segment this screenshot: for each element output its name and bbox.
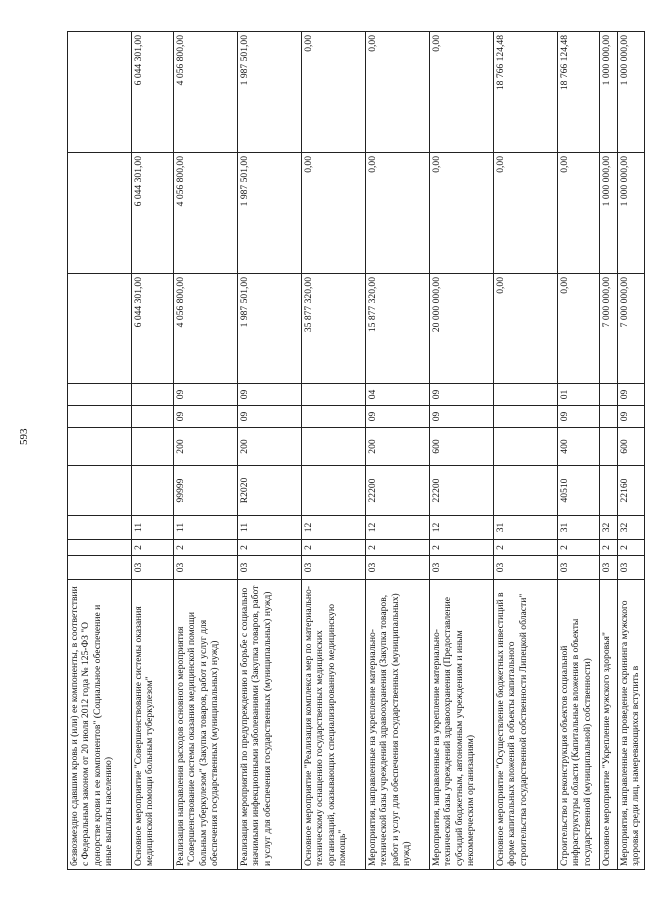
amount-year-1-cell: 7 000 000,00 [618, 274, 645, 384]
direction-code-cell: 22200 [430, 466, 494, 516]
amount-year-3-cell: 0,00 [366, 32, 430, 153]
table-row [238, 32, 302, 870]
section-cell: 09 [618, 406, 645, 428]
section-cell [132, 406, 174, 428]
direction-code-cell: 22160 [618, 466, 645, 516]
amount-year-1-cell: 1 987 501,00 [238, 274, 302, 384]
main-event-code-cell: 12 [366, 516, 430, 540]
row-name-cell: Основное мероприятие "Осуществление бюджетных инвестиций в форме капитальных вложений в объекты капитального строительства государственной собственности Липецкой области" [494, 580, 558, 870]
budget-table-container [67, 32, 642, 870]
program-code-cell: 03 [494, 556, 558, 580]
main-event-code-cell: 12 [430, 516, 494, 540]
subsection-cell: 04 [366, 384, 430, 406]
amount-year-3-cell: 1 987 501,00 [238, 32, 302, 153]
main-event-code-cell: 12 [302, 516, 366, 540]
subsection-cell [600, 384, 618, 406]
amount-year-2-cell: 1 987 501,00 [238, 153, 302, 274]
program-code-cell: 03 [174, 556, 238, 580]
expense-type-cell [302, 428, 366, 466]
row-name-cell: Основное мероприятие "Совершенствование системы оказания медицинской помощи больным туберкулезом" [132, 580, 174, 870]
direction-code-cell: 99999 [174, 466, 238, 516]
table-row [558, 32, 600, 870]
row-name-cell: Мероприятия, направленные на укрепление материально-технической базы учреждений здравоохранения (Закупка товаров, работ и услуг для обеспечения государственных (муниципальных) нужд) [366, 580, 430, 870]
table-row [494, 32, 558, 870]
direction-code-cell: 40510 [558, 466, 600, 516]
amount-year-3-cell: 0,00 [430, 32, 494, 153]
section-cell: 09 [558, 406, 600, 428]
direction-code-cell [600, 466, 618, 516]
program-code-cell: 03 [238, 556, 302, 580]
amount-year-3-cell [68, 32, 132, 153]
row-name-cell: Основное мероприятие "Укрепление мужского здоровья" [600, 580, 618, 870]
amount-year-3-cell: 6 044 301,00 [132, 32, 174, 153]
section-cell: 09 [366, 406, 430, 428]
subprogram-code-cell: 2 [174, 540, 238, 556]
subsection-cell: 09 [430, 384, 494, 406]
subprogram-code-cell: 2 [302, 540, 366, 556]
amount-year-2-cell [68, 153, 132, 274]
program-code-cell: 03 [600, 556, 618, 580]
amount-year-2-cell: 1 000 000,00 [618, 153, 645, 274]
subprogram-code-cell: 2 [618, 540, 645, 556]
expense-type-cell [600, 428, 618, 466]
amount-year-2-cell: 0,00 [430, 153, 494, 274]
amount-year-1-cell [68, 274, 132, 384]
amount-year-2-cell: 0,00 [366, 153, 430, 274]
subsection-cell [494, 384, 558, 406]
direction-code-cell [302, 466, 366, 516]
section-cell [494, 406, 558, 428]
main-event-code-cell: 32 [600, 516, 618, 540]
subsection-cell: 01 [558, 384, 600, 406]
section-cell: 09 [238, 406, 302, 428]
row-name-cell: Мероприятия, направленные на укрепление материально-технической базы учреждений здравоохранения (Предоставление субсидий бюджетным, автономным учреждениям и иным некоммерческим организациям) [430, 580, 494, 870]
subsection-cell [302, 384, 366, 406]
subsection-cell: 09 [174, 384, 238, 406]
program-code-cell: 03 [302, 556, 366, 580]
amount-year-2-cell: 1 000 000,00 [600, 153, 618, 274]
amount-year-1-cell: 35 877 320,00 [302, 274, 366, 384]
section-cell [68, 406, 132, 428]
subsection-cell [132, 384, 174, 406]
row-name-cell: Мероприятия, направленные на проведение скрининга мужского здоровья среди лиц, намеревающихся вступить в [618, 580, 645, 870]
section-cell [302, 406, 366, 428]
expense-type-cell [494, 428, 558, 466]
expense-type-cell: 600 [430, 428, 494, 466]
main-event-code-cell [68, 516, 132, 540]
row-name-cell: безвозмездно сдавшим кровь и (или) ее компоненты, в соответствии с Федеральным законом от 20 июля 2012 года № 125-ФЗ "О донорстве крови и ее компонентов" (Социальное обеспечение и иные выплаты населению) [68, 580, 132, 870]
row-name-cell: Строительство и реконструкция объектов социальной инфраструктуры области (Капитальные вложения в объекты государственной (муниципальной) собственности) [558, 580, 600, 870]
direction-code-cell [494, 466, 558, 516]
amount-year-1-cell: 0,00 [558, 274, 600, 384]
expense-type-cell: 600 [618, 428, 645, 466]
table-row [68, 32, 132, 870]
program-code-cell: 03 [430, 556, 494, 580]
table-row [174, 32, 238, 870]
subprogram-code-cell: 2 [430, 540, 494, 556]
amount-year-1-cell: 6 044 301,00 [132, 274, 174, 384]
expense-type-cell: 200 [174, 428, 238, 466]
amount-year-1-cell: 7 000 000,00 [600, 274, 618, 384]
subsection-cell: 09 [238, 384, 302, 406]
subprogram-code-cell: 2 [558, 540, 600, 556]
main-event-code-cell: 32 [618, 516, 645, 540]
expense-type-cell: 200 [366, 428, 430, 466]
direction-code-cell [68, 466, 132, 516]
table-row [132, 32, 174, 870]
page-number: 593 [18, 428, 30, 445]
amount-year-3-cell: 4 056 800,00 [174, 32, 238, 153]
amount-year-3-cell: 18 766 124,48 [494, 32, 558, 153]
subprogram-code-cell: 2 [238, 540, 302, 556]
section-cell: 09 [174, 406, 238, 428]
section-cell [600, 406, 618, 428]
subprogram-code-cell: 2 [600, 540, 618, 556]
amount-year-3-cell: 1 000 000,00 [600, 32, 618, 153]
program-code-cell: 03 [366, 556, 430, 580]
table-row [302, 32, 366, 870]
table-row [366, 32, 430, 870]
subprogram-code-cell: 2 [494, 540, 558, 556]
amount-year-2-cell: 4 056 800,00 [174, 153, 238, 274]
amount-year-2-cell: 0,00 [302, 153, 366, 274]
row-name-cell: Реализация направления расходов основного мероприятия "Совершенствование системы оказания медицинской помощи больным туберкулезом" (Закупка товаров, работ и услуг для обеспечения государственных (муниципальных) нужд) [174, 580, 238, 870]
row-name-cell: Реализация мероприятий по предупреждению и борьбе с социально значимыми инфекционными заболеваниями (Закупка товаров, работ и услуг для обеспечения государственных (муниципальных) нужд) [238, 580, 302, 870]
amount-year-1-cell: 4 056 800,00 [174, 274, 238, 384]
main-event-code-cell: 31 [558, 516, 600, 540]
main-event-code-cell: 11 [174, 516, 238, 540]
main-event-code-cell: 11 [132, 516, 174, 540]
subsection-cell [68, 384, 132, 406]
table-row [600, 32, 618, 870]
direction-code-cell: 22200 [366, 466, 430, 516]
subprogram-code-cell: 2 [366, 540, 430, 556]
table-row [430, 32, 494, 870]
program-code-cell: 03 [618, 556, 645, 580]
amount-year-3-cell: 1 000 000,00 [618, 32, 645, 153]
budget-table [67, 31, 645, 870]
table-body [68, 32, 645, 870]
program-code-cell: 03 [132, 556, 174, 580]
main-event-code-cell: 11 [238, 516, 302, 540]
amount-year-3-cell: 0,00 [302, 32, 366, 153]
section-cell: 09 [430, 406, 494, 428]
expense-type-cell: 400 [558, 428, 600, 466]
expense-type-cell [132, 428, 174, 466]
main-event-code-cell: 31 [494, 516, 558, 540]
subprogram-code-cell [68, 540, 132, 556]
program-code-cell [68, 556, 132, 580]
amount-year-1-cell: 0,00 [494, 274, 558, 384]
direction-code-cell: R2020 [238, 466, 302, 516]
program-code-cell: 03 [558, 556, 600, 580]
amount-year-2-cell: 6 044 301,00 [132, 153, 174, 274]
table-row [618, 32, 645, 870]
amount-year-2-cell: 0,00 [494, 153, 558, 274]
amount-year-1-cell: 15 877 320,00 [366, 274, 430, 384]
expense-type-cell: 200 [238, 428, 302, 466]
amount-year-3-cell: 18 766 124,48 [558, 32, 600, 153]
row-name-cell: Основное мероприятие "Реализация комплекса мер по материально-техническому оснащению государственных медицинских организаций, оказывающих специализированную медицинскую помощь" [302, 580, 366, 870]
subprogram-code-cell: 2 [132, 540, 174, 556]
expense-type-cell [68, 428, 132, 466]
amount-year-1-cell: 20 000 000,00 [430, 274, 494, 384]
amount-year-2-cell: 0,00 [558, 153, 600, 274]
direction-code-cell [132, 466, 174, 516]
subsection-cell: 09 [618, 384, 645, 406]
